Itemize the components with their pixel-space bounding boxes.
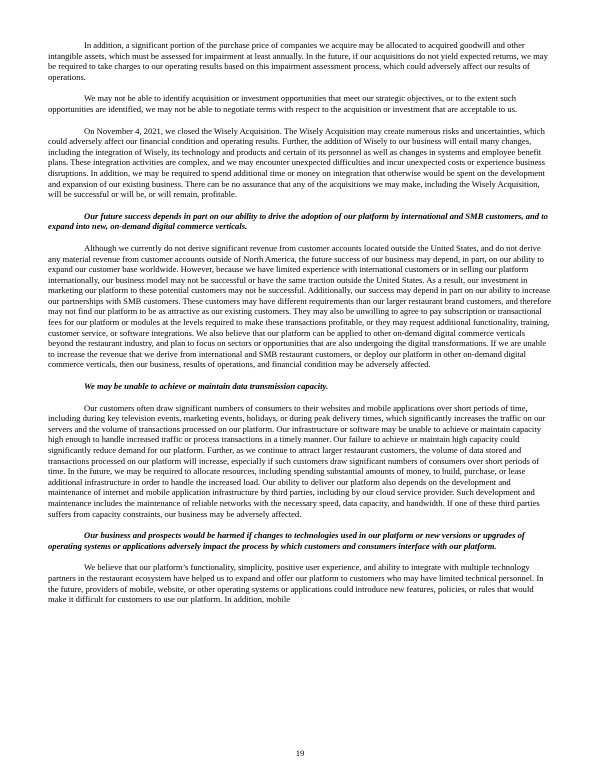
page-number: 19 — [295, 748, 305, 758]
heading-technology-changes: Our business and prospects would be harmed if changes to technologies used in our platform or new versions or upgrades of operating systems or applications adversely impact the process by which customers and consumers interface with our platform. — [48, 530, 525, 551]
paragraph-wisely-acquisition: On November 4, 2021, we closed the Wisely Acquisition. The Wisely Acquisition may create numerous risks and uncertainties, which could adversely affect our financial condition and operating results. Further, the addition of Wisely to our business will entail many changes, including the integration of Wisely, its technology and products and certain of its personnel as well as changes in systems and employee benefit plans. These integration activities are complex, and we may encounter unexpected difficulties and incur unexpected costs or experience business disruptions. In addition, we may be required to spend additional time or money on integration that otherwise would be spent on the development and expansion of our existing business. There can be no assurance that any of the acquisitions we may make, including the Wisely Acquisition, will be successful or will be, or will remain, profitable. — [48, 125, 545, 200]
paragraph-goodwill-impairment: In addition, a significant portion of the purchase price of companies we acquire may be allocated to acquired goodwill and other intangible assets, which must be assessed for impairment at least annually. In the future, if our acquisitions do not yield expected returns, we may be required to take charges to our operating results based on this impairment assessment process, which could adversely affect our results of operations. — [48, 40, 548, 82]
heading-international-smb: Our future success depends in part on our ability to drive the adoption of our platform by international and SMB customers, and to expand into new, on-demand digital commerce verticals. — [48, 210, 548, 232]
document-body — [48, 40, 552, 616]
paragraph-data-capacity: Our customers often draw significant numbers of consumers to their websites and mobile applications over short periods of time, including during key television events, marketing events, holidays, or during peak delivery times, which significantly increases the traffic on our servers and the volume of transactions processed on our platform. Our infrastructure or software may be unable to achieve or maintain capacity high enough to handle increased traffic or process transactions in a timely manner. Our failure to achieve or maintain high capacity could significantly reduce demand for our platform. Further, as we continue to attract larger restaurant customers, the volume of data stored and transactions processed on our platform will increase, especially if such customers draw significant numbers of consumers over short periods of time. In the future, we may be required to allocate resources, including spending substantial amounts of money, to build, purchase, or lease additional infrastructure in order to handle the increased load. Our ability to deliver our platform also depends on the development and maintenance of internet and mobile application infrastructure by third parties, including by our cloud service provider. Such development and maintenance includes the maintenance of reliable networks with the necessary speed, data capacity, and bandwidth. If one of these third parties suffers from capacity constraints, our business may be adversely affected. — [48, 402, 546, 519]
heading-data-capacity: We may be unable to achieve or maintain data transmission capacity. — [84, 381, 329, 392]
paragraph-technology-changes: We believe that our platform’s functionality, simplicity, positive user experience, and ability to integrate with multiple technology partners in the restaurant ecosystem have helped us to expand and offer our platform to customers who may have limited technical personnel. In the future, providers of mobile, website, or other operating systems or applications could introduce new features, policies, or rules that would make it difficult for customers to use our platform. In addition, mobile — [48, 562, 544, 605]
paragraph-acquisition-opportunities: We may not be able to identify acquisition or investment opportunities that meet our strategic objectives, or to the extent such opportunities are identified, we may not be able to negotiate terms with respect to the acquisition or investment that are acceptable to us. — [48, 93, 518, 114]
paragraph-international-smb: Although we currently do not derive significant revenue from customer accounts located outside the United States, and do not derive any material revenue from customer accounts outside of North America, the future success of our business may depend, in part, on our ability to expand our customer base worldwide. However, because we have limited experience with international customers or in selling our platform internationally, our business model may not be successful or have the same traction outside the United States. As a result, our investment in marketing our platform to these potential customers may not be successful. Additionally, our success may depend in part on our ability to increase our partnerships with SMB customers. These customers may have different requirements than our larger restaurant brand customers, and therefore may not find our platform to be as attractive as our existing customers. They may also be unwilling to agree to pay subscription or transactional fees for our platform or modules at the levels required to make these transactions profitable, or they may request additional functionality, training, customer service, or software integrations. We also believe that our platform can be applied to other on-demand digital commerce verticals beyond the restaurant industry, and plan to focus on sectors or opportunities that are also undergoing the digital transformations. If we are unable to increase the revenue that we derive from international and SMB restaurant customers, or deploy our platform in other on-demand digital commerce verticals, then our business, results of operations, and financial condition may be adversely affected. — [48, 242, 552, 370]
